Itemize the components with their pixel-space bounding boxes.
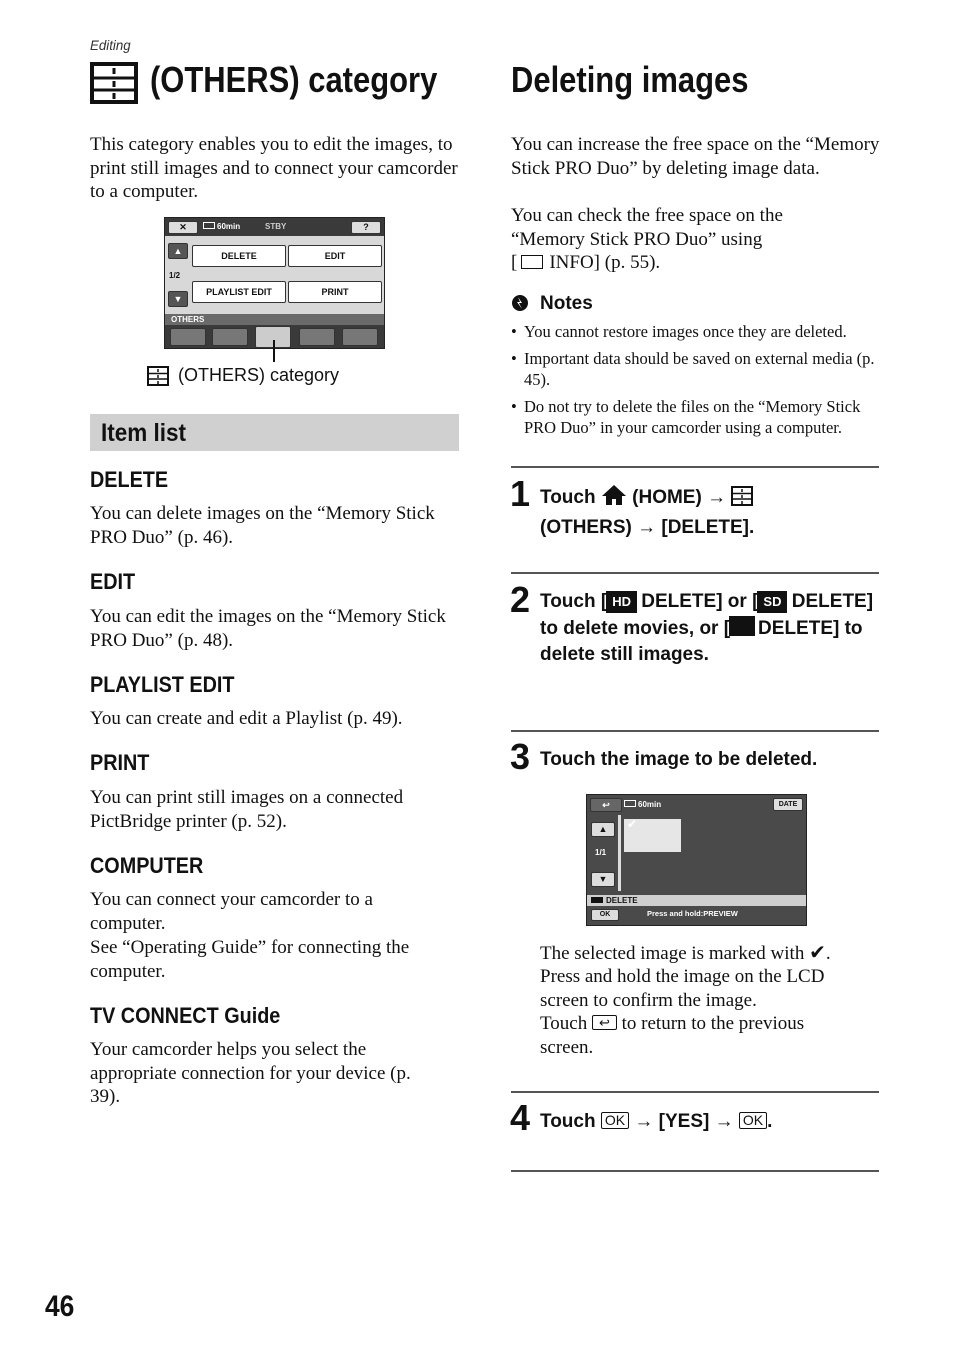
- item-desc-computer: You can connect your camcorder to a computer.: [90, 889, 373, 934]
- item-title-edit: EDIT: [90, 569, 136, 594]
- page-indicator: 1/2: [169, 271, 181, 280]
- media-category-tab[interactable]: [299, 328, 335, 346]
- right-intro-2: You can check the free space on the “Memory Stick PRO Duo” using: [511, 205, 783, 250]
- step-number-4: 4: [510, 1097, 531, 1138]
- delete-menu-button[interactable]: DELETE: [192, 245, 286, 267]
- edit-menu-button[interactable]: EDIT: [288, 245, 382, 267]
- step-number-2: 2: [510, 579, 531, 620]
- home-icon: [601, 484, 627, 515]
- others-menu-screen: [164, 217, 385, 349]
- right-page-title: Deleting images: [511, 59, 749, 100]
- hd-icon: HD: [607, 592, 636, 612]
- battery-icon: [203, 222, 215, 229]
- step-number-1: 1: [510, 473, 531, 514]
- step-divider: [511, 730, 879, 732]
- step-divider: [511, 572, 879, 574]
- item-list-title: Item list: [101, 419, 187, 447]
- settings-category-tab[interactable]: [342, 328, 378, 346]
- scroll-up-button[interactable]: ▲: [591, 822, 615, 837]
- step-3-desc-1: The selected image is marked with ✔.: [540, 940, 831, 964]
- checkmark-icon: ✔: [809, 940, 826, 964]
- still-image-icon: [730, 617, 754, 635]
- scroll-down-button[interactable]: ▼: [591, 872, 615, 887]
- return-icon: ↩: [592, 1015, 617, 1030]
- step-1-text: Touch (HOME) → (OTHERS) → [DELETE].: [540, 484, 880, 541]
- checkmark-icon: ✔: [627, 817, 638, 831]
- memory-card-icon: [521, 255, 543, 269]
- return-button[interactable]: ↩: [590, 798, 622, 812]
- page-number: 46: [45, 1290, 75, 1323]
- step-number-3: 3: [510, 736, 531, 777]
- battery-remaining: 60min: [638, 800, 662, 809]
- scrollbar[interactable]: [618, 815, 621, 891]
- preview-hint: Press and hold:PREVIEW: [647, 909, 738, 918]
- item-title-playlist-edit: PLAYLIST EDIT: [90, 672, 235, 697]
- sd-icon: SD: [758, 592, 786, 612]
- step-divider: [511, 1170, 879, 1172]
- category-bar: OTHERS: [165, 314, 384, 325]
- status-text: STBY: [265, 222, 287, 231]
- item-title-print: PRINT: [90, 750, 150, 775]
- item-desc-tv-connect: Your camcorder helps you select the appropriate connection for your device (p. 39).: [90, 1039, 411, 1107]
- battery-remaining: 60min: [217, 222, 241, 231]
- playlist-edit-menu-button[interactable]: PLAYLIST EDIT: [192, 281, 286, 303]
- step-2-text: Touch [ HD DELETE] or [ SD DELETE] to delete movies, or [ DELETE] to delete still images.: [540, 591, 874, 665]
- battery-icon: [624, 800, 636, 807]
- right-intro-1: You can increase the free space on the “Memory Stick PRO Duo” by deleting image data.: [511, 134, 880, 179]
- ok-icon: OK: [739, 1112, 767, 1129]
- section-label: Editing: [90, 37, 131, 53]
- step-divider: [511, 1091, 879, 1093]
- note-item: • You cannot restore images once they are deleted.: [511, 322, 847, 341]
- delete-mode-bar: DELETE: [587, 895, 806, 906]
- others-category-icon: [90, 62, 138, 109]
- others-small-icon: [147, 366, 169, 391]
- note-item: • Important data should be saved on external media (p. 45).: [511, 349, 875, 389]
- left-intro: This category enables you to edit the images, to print still images and to connect your camcorder to a computer.: [90, 134, 458, 202]
- screen-caption: (OTHERS) category: [178, 365, 340, 385]
- item-desc-print: You can print still images on a connected PictBridge printer (p. 52).: [90, 787, 404, 832]
- item-desc-edit: You can edit the images on the “Memory Stick PRO Duo” (p. 48).: [90, 606, 446, 651]
- right-intro-3: [ INFO] (p. 55).: [511, 252, 661, 273]
- ok-icon: OK: [601, 1112, 629, 1129]
- item-title-computer: COMPUTER: [90, 853, 204, 878]
- item-title-tv-connect: TV CONNECT Guide: [90, 1003, 281, 1028]
- date-button[interactable]: DATE: [773, 798, 803, 811]
- note-item: • Do not try to delete the files on the “Memory Stick PRO Duo” in your camcorder using a computer.: [511, 397, 861, 437]
- step-3-text: Touch the image to be deleted.: [540, 749, 818, 770]
- left-page-title: (OTHERS) category: [150, 59, 438, 100]
- ok-button[interactable]: OK: [591, 909, 619, 921]
- step-3-desc-3: Touch ↩ to return to the previous screen.: [540, 1013, 805, 1058]
- item-title-delete: DELETE: [90, 467, 169, 492]
- notes-title: Notes: [540, 293, 593, 314]
- item-desc-playlist-edit: You can create and edit a Playlist (p. 49).: [90, 708, 403, 729]
- page-indicator: 1/1: [595, 848, 607, 857]
- item-desc-computer-2: See “Operating Guide” for connecting the computer.: [90, 937, 410, 982]
- view-category-tab[interactable]: [212, 328, 248, 346]
- callout-line: [273, 340, 275, 362]
- step-4-text: Touch OK → [YES] → OK .: [540, 1111, 773, 1132]
- scroll-up-button[interactable]: ▲: [168, 243, 188, 259]
- delete-select-screen: [586, 794, 807, 926]
- others-icon: [731, 486, 753, 515]
- notes-icon: [511, 294, 529, 317]
- print-menu-button[interactable]: PRINT: [288, 281, 382, 303]
- scroll-down-button[interactable]: ▼: [168, 291, 188, 307]
- hd-icon: [591, 897, 603, 903]
- movie-category-tab[interactable]: [170, 328, 206, 346]
- item-desc-delete: You can delete images on the “Memory Stick PRO Duo” (p. 46).: [90, 503, 435, 548]
- help-button[interactable]: ?: [351, 221, 381, 234]
- step-divider: [511, 466, 879, 468]
- step-3-desc-2: Press and hold the image on the LCD screen to confirm the image.: [540, 966, 825, 1011]
- notes-list: [511, 321, 883, 444]
- close-button[interactable]: ✕: [168, 221, 198, 234]
